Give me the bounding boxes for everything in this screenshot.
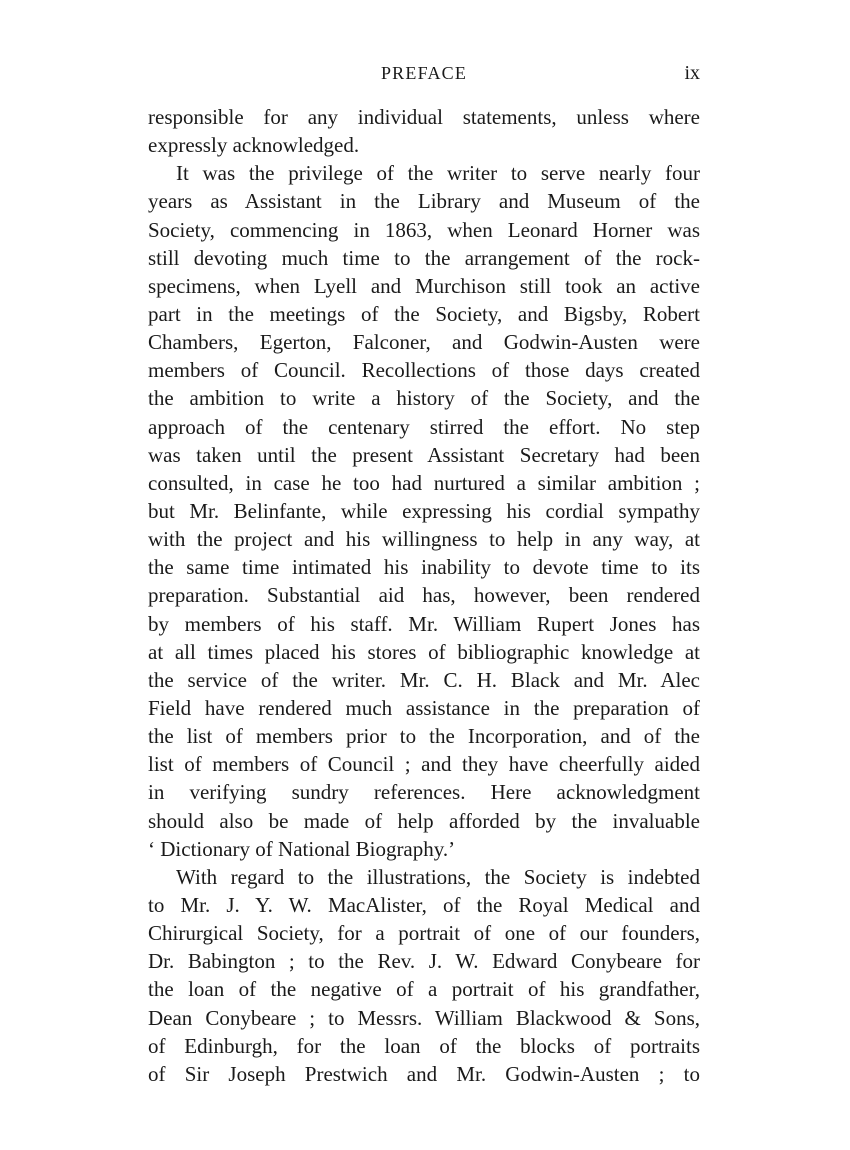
text-line: but Mr. Belinfante, while expressing his cordial sympathy — [148, 498, 700, 523]
running-head — [148, 58, 700, 88]
text-line: the list of members prior to the Incorporation, and of the — [148, 724, 700, 749]
text-line: list of members of Council ; and they have cheerfully aided — [148, 752, 700, 777]
text-line: to Mr. J. Y. W. MacAlister, of the Royal Medical and — [148, 892, 700, 917]
text-line: the same time intimated his inability to devote time to its — [148, 555, 700, 580]
text-line: preparation. Substantial aid has, however, been rendered — [148, 583, 700, 608]
text-line: of Edinburgh, for the loan of the blocks of portraits — [148, 1033, 700, 1058]
text-line: in verifying sundry references. Here acknowledgment — [148, 780, 700, 805]
text-line: of Sir Joseph Prestwich and Mr. Godwin-Austen ; to — [148, 1061, 700, 1086]
text-line: specimens, when Lyell and Murchison still took an active — [148, 273, 700, 298]
text-line: the ambition to write a history of the Society, and the — [148, 386, 700, 411]
text-line: Dr. Babington ; to the Rev. J. W. Edward Conybeare for — [148, 949, 700, 974]
text-line: the loan of the negative of a portrait of his grandfather, — [148, 977, 700, 1002]
text-line: expressly acknowledged. — [148, 133, 360, 158]
text-line: approach of the centenary stirred the effort. No step — [148, 414, 700, 439]
text-line: still devoting much time to the arrangement of the rock- — [148, 245, 700, 270]
text-line: the service of the writer. Mr. C. H. Black and Mr. Alec — [148, 667, 700, 692]
text-line: should also be made of help afforded by the invaluable — [148, 808, 700, 833]
text-line: with the project and his willingness to help in any way, at — [148, 527, 700, 552]
page-number: ix — [684, 62, 700, 84]
text-line: Chambers, Egerton, Falconer, and Godwin-Austen were — [148, 330, 700, 355]
body-text — [148, 103, 700, 1088]
text-line: Dean Conybeare ; to Messrs. William Blackwood & Sons, — [148, 1005, 700, 1030]
text-line: It was the privilege of the writer to serve nearly four — [176, 161, 700, 186]
text-line: Field have rendered much assistance in the preparation of — [148, 695, 700, 720]
text-line: Society, commencing in 1863, when Leonard Horner was — [148, 217, 700, 242]
text-line: ‘ Dictionary of National Biography.’ — [148, 836, 456, 861]
text-line: responsible for any individual statements, unless where — [148, 105, 700, 129]
text-line: was taken until the present Assistant Secretary had been — [148, 442, 700, 467]
text-line: Chirurgical Society, for a portrait of one of our founders, — [148, 921, 700, 946]
running-title: PREFACE — [380, 63, 468, 83]
text-line: consulted, in case he too had nurtured a similar ambition ; — [148, 470, 700, 495]
text-line: years as Assistant in the Library and Museum of the — [148, 189, 700, 214]
text-line: members of Council. Recollections of those days created — [148, 358, 700, 383]
text-line: at all times placed his stores of bibliographic knowledge at — [148, 639, 700, 664]
text-line: With regard to the illustrations, the Society is indebted — [176, 864, 700, 889]
text-line: part in the meetings of the Society, and Bigsby, Robert — [148, 301, 700, 326]
text-line: by members of his staff. Mr. William Rupert Jones has — [148, 611, 700, 636]
